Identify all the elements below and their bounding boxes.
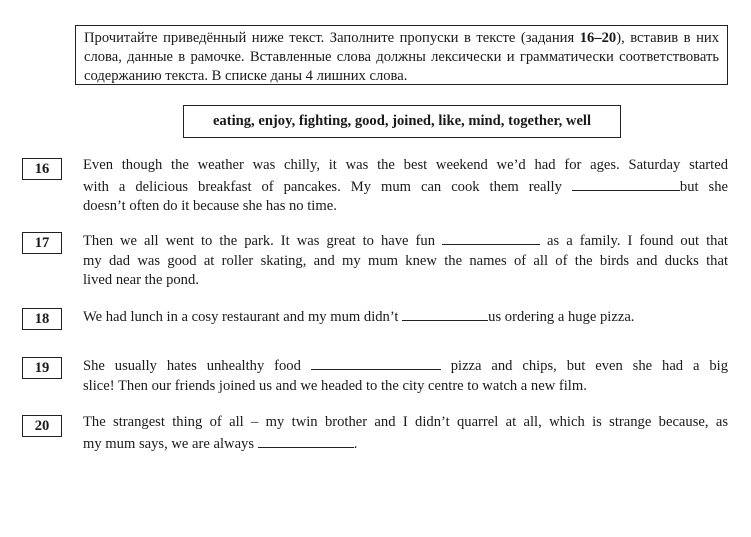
task-20-text-after-gap: . — [353, 435, 358, 452]
task-19-text-before-gap: She usually hates unhealthy food — [83, 358, 301, 374]
instructions-task-range: 16–20 — [579, 30, 617, 46]
task-19-text — [83, 355, 728, 396]
task-16-line-2 — [83, 176, 728, 198]
task-18-text-after-gap: us ordering a huge pizza. — [488, 309, 635, 325]
task-18-answer-blank[interactable] — [402, 306, 488, 321]
task-18-text — [83, 306, 728, 328]
task-number-17: 17 — [22, 232, 62, 254]
task-number-19: 19 — [22, 357, 62, 379]
task-20-text-before-gap: my mum says, we are always — [83, 435, 255, 452]
instructions-text-end: ), вставив в них слова, данные в рамочке. Вставленные слова должны лексически и грамматически соответствовать содержанию текста. В списке даны 4 лишних слова. — [84, 30, 720, 84]
task-20-answer-blank[interactable] — [258, 433, 354, 448]
word-box — [183, 105, 621, 138]
task-19-text-after-gap: pizza and chips, but even she had a big — [450, 358, 729, 374]
task-16-text-after-gap: but she — [679, 178, 728, 195]
task-16-text — [83, 156, 728, 217]
task-17-answer-blank[interactable] — [442, 230, 540, 245]
task-16-line-1: Even though the weather was chilly, it was the best weekend we’d had for ages. Saturday started — [83, 157, 728, 173]
task-number-20: 20 — [22, 415, 62, 437]
task-17-text — [83, 230, 728, 291]
task-20-text — [83, 413, 728, 454]
task-number-16: 16 — [22, 158, 62, 180]
task-19-answer-blank[interactable] — [311, 355, 441, 370]
instructions-text-start: Прочитайте приведённый ниже текст. Заполните пропуски в тексте (задания — [84, 30, 580, 46]
task-17-line-3: lived near the pond. — [83, 272, 199, 288]
task-17-text-before-gap: Then we all went to the park. It was great to have fun — [83, 233, 435, 249]
task-16-answer-blank[interactable] — [572, 176, 680, 191]
task-18-text-before-gap: We had lunch in a cosy restaurant and my mum didn’t — [83, 309, 399, 325]
task-17-line-2: my dad was good at roller skating, and my mum knew the names of all of the birds and ducks that — [83, 252, 728, 269]
word-box-list: eating, enjoy, fighting, good, joined, like, mind, together, well — [212, 113, 592, 129]
task-17-line-1 — [83, 230, 728, 252]
task-20-line-2 — [83, 433, 728, 455]
task-19-line-1 — [83, 355, 728, 377]
task-19-line-2: slice! Then our friends joined us and we headed to the city centre to watch a new film. — [83, 377, 587, 394]
task-20-line-1: The strangest thing of all – my twin brother and I didn’t quarrel at all, which is strange because, as — [83, 414, 728, 430]
task-18-line-1 — [83, 306, 728, 328]
task-17-text-after-gap: as a family. I found out that — [547, 233, 728, 249]
task-16-line-3: doesn’t often do it because she has no time. — [83, 198, 337, 214]
task-number-18: 18 — [22, 308, 62, 330]
task-16-text-before-gap: with a delicious breakfast of pancakes. My mum can cook them really — [83, 178, 562, 195]
instructions-box — [75, 25, 728, 85]
